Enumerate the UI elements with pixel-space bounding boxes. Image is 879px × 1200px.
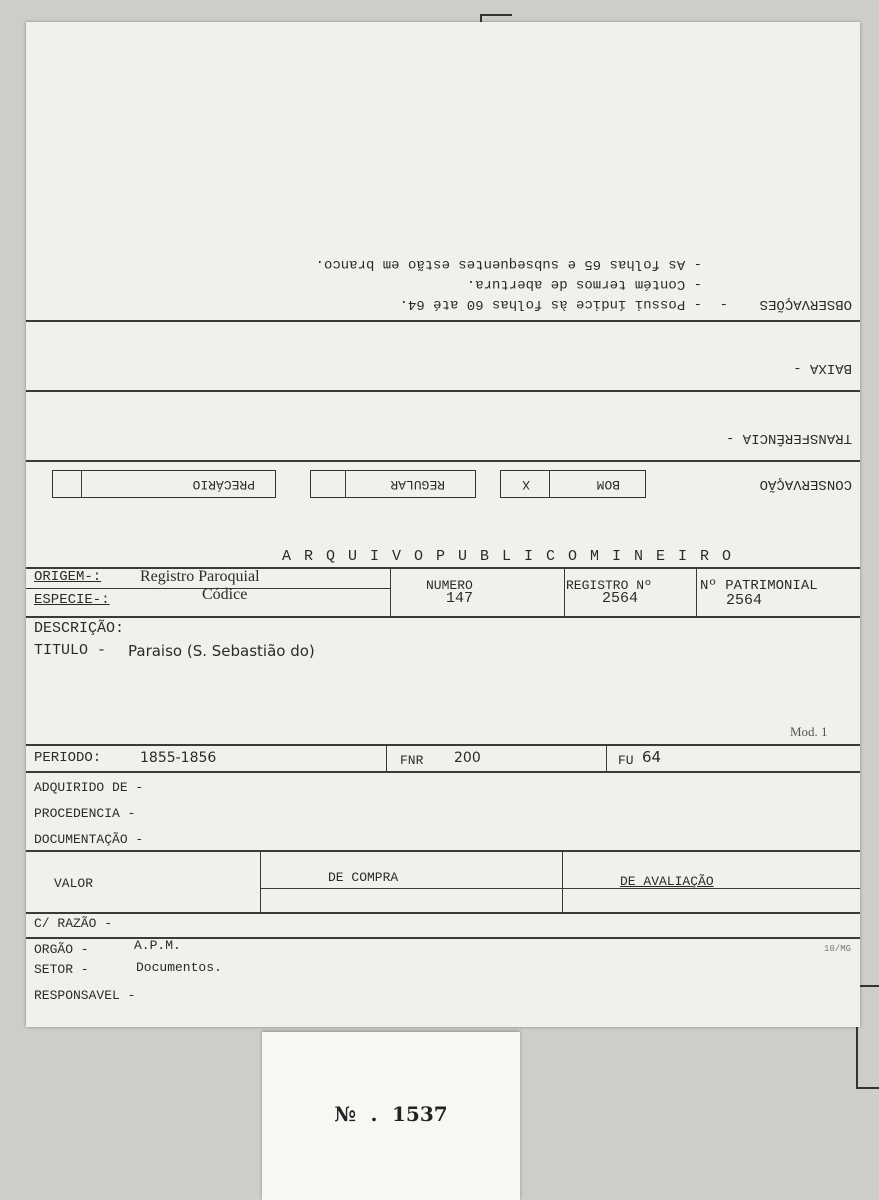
periodo-bottom-rule: [26, 771, 860, 773]
conservacao-option-bom: BOM: [596, 477, 620, 492]
registro-value: 2564: [602, 590, 639, 607]
fnr-label: FNR: [400, 753, 424, 768]
valor-mid-rule: [260, 888, 860, 889]
periodo-divider-2: [606, 744, 607, 772]
obs-line-2: - Contém termos de abertura.: [466, 276, 702, 292]
documentacao-label: DOCUMENTAÇÃO -: [34, 832, 144, 847]
archive-card: [26, 22, 860, 1027]
patrimonial-value: 2564: [726, 592, 763, 609]
col-divider-1: [390, 568, 391, 616]
fu-value: 64: [642, 748, 662, 766]
number-tag: [262, 1032, 520, 1200]
especie-label: ESPECIE-:: [34, 592, 110, 608]
patrimonial-label: Nº PATRIMONIAL: [700, 578, 818, 594]
transferencia-rule: [26, 460, 860, 462]
origem-label: ORIGEM-:: [34, 569, 102, 585]
baixa-label: BAIXA -: [793, 360, 852, 376]
baixa-rule: [26, 390, 860, 392]
valor-divider-2: [562, 850, 563, 912]
adquirido-label: ADQUIRIDO DE -: [34, 780, 144, 795]
procedencia-label: PROCEDENCIA -: [34, 806, 136, 821]
origem-value: Registro Paroquial: [140, 568, 260, 585]
obs-line-1: - Possui índice às folhas 60 até 64.: [399, 296, 702, 312]
periodo-label: PERIODO:: [34, 750, 102, 766]
bom-divider: [549, 470, 550, 498]
obs-line-3: - As folhas 65 e subsequentes estão em branco.: [315, 256, 702, 272]
periodo-divider-1: [386, 744, 387, 772]
valor-divider-1: [260, 850, 261, 912]
registro-label: REGISTRO Nº: [566, 578, 652, 593]
conservacao-mark-bom: X: [522, 477, 530, 492]
transferencia-label: TRANSFERÊNCIA -: [725, 430, 852, 446]
numero-value: 147: [446, 590, 474, 607]
numero-label: NUMERO: [426, 578, 473, 593]
periodo-value: 1855-1856: [140, 750, 217, 766]
titulo-label: TITULO -: [34, 642, 107, 659]
conservacao-option-precario: PRECÁRIO: [192, 477, 255, 492]
valor-label: VALOR: [54, 876, 94, 891]
number-symbol: №: [334, 1102, 357, 1126]
upside-down-section: [26, 22, 860, 492]
observacoes-rule: [26, 320, 860, 322]
orgao-label: ORGÃO -: [34, 942, 89, 957]
setor-label: SETOR -: [34, 962, 89, 977]
number-value: 1537: [392, 1102, 448, 1126]
precario-divider: [81, 470, 82, 498]
observacoes-dash: -: [719, 296, 728, 312]
form-code: 10/MG: [824, 944, 852, 954]
especie-value: Códice: [202, 586, 248, 603]
col-divider-2: [564, 568, 565, 616]
fnr-value: 200: [454, 750, 481, 766]
regular-divider: [345, 470, 346, 498]
observacoes-label: OBSERVAÇÕES: [759, 296, 852, 312]
razao-label: C/ RAZÃO -: [34, 916, 113, 931]
conservacao-option-regular: REGULAR: [390, 477, 445, 492]
orgao-value: A.P.M.: [134, 938, 181, 953]
valor-bottom-rule: [26, 912, 860, 914]
institution-heading: A R Q U I V O P U B L I C O M I N E I R O: [282, 548, 734, 565]
conservacao-label: CONSERVAÇÃO: [759, 476, 852, 492]
setor-value: Documentos.: [136, 960, 222, 975]
descricao-rule: [26, 616, 860, 618]
periodo-rule: [26, 744, 860, 746]
valor-top-rule: [26, 850, 860, 852]
col-divider-3: [696, 568, 697, 616]
mod-label: Mod. 1: [790, 724, 828, 739]
tag-number: № . 1537: [334, 1102, 448, 1126]
responsavel-label: RESPONSAVEL -: [34, 988, 136, 1003]
de-compra-label: DE COMPRA: [328, 870, 399, 885]
de-avaliacao-label: DE AVALIAÇÃO: [620, 874, 714, 889]
descricao-label: DESCRIÇÃO:: [34, 620, 125, 637]
fu-label: FU: [618, 753, 634, 768]
titulo-value: Paraiso (S. Sebastião do): [128, 642, 315, 660]
